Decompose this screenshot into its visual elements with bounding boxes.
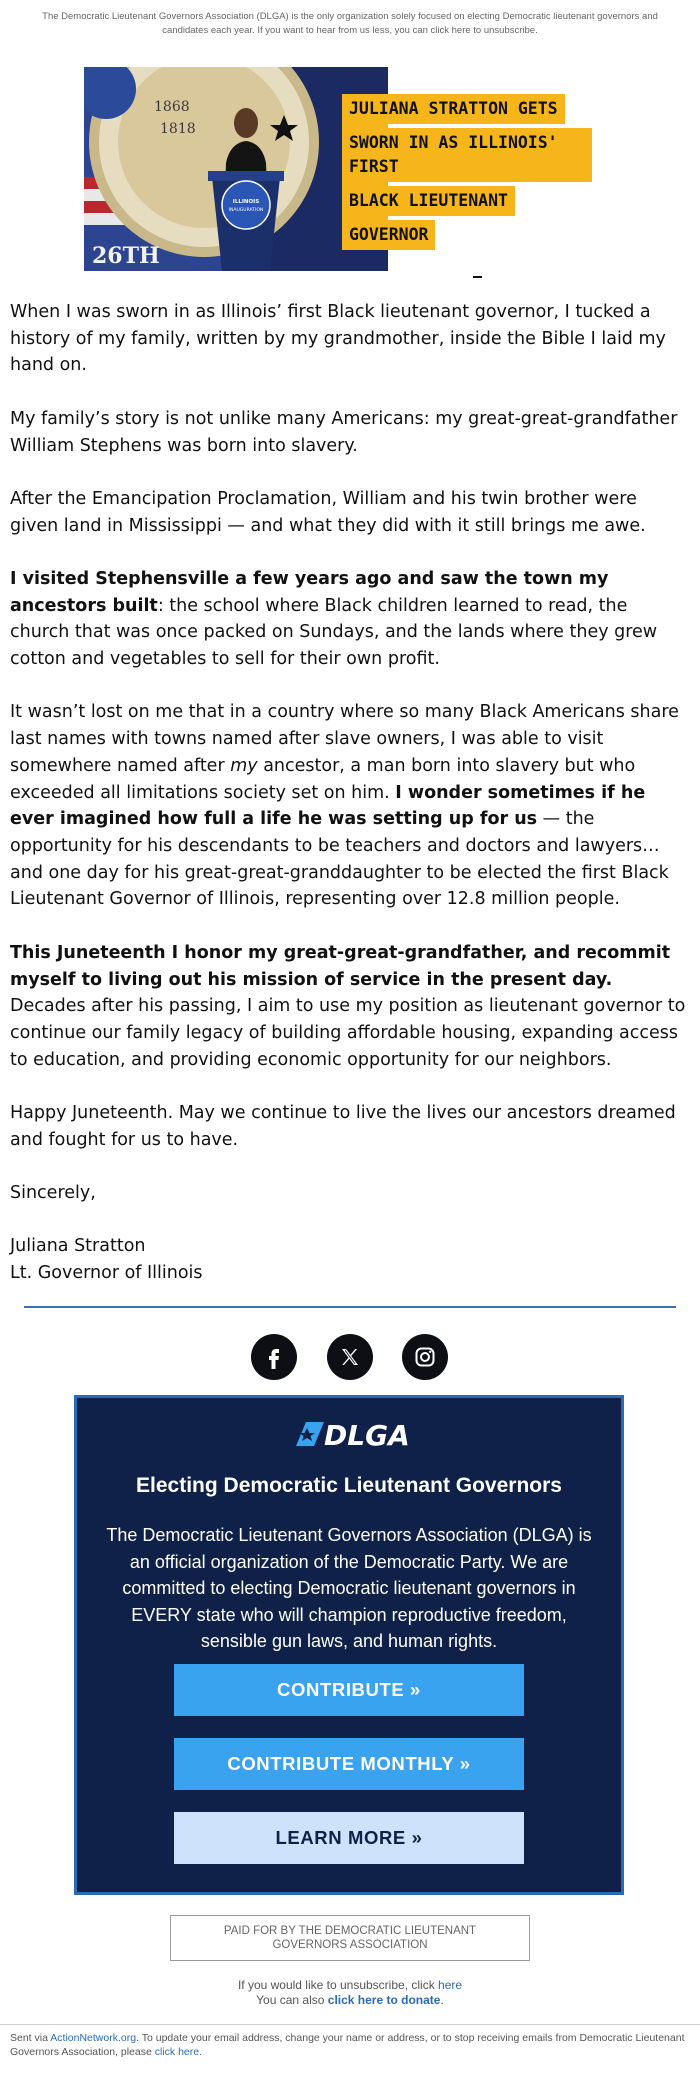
seal-year-2: 1818 [160,121,196,137]
letter-text: : the school where Black children learned to read, the church that was once packed on Sundays, and the lands where they grew cotton and vegetables to sell for their own profit. [10,595,658,670]
letter-italic: my [230,755,258,776]
hero-headline-line [342,220,435,250]
dlga-logo-text: DLGA [324,1419,410,1452]
signer-name: Juliana Stratton [10,1236,146,1257]
letter-emphasis: I visited Stephensville a few years ago and saw the town my ancestors built [10,568,609,616]
donate-text: You can also [256,1993,328,2007]
seal-bottom-text: 26TH [92,243,160,269]
donate-end: . [440,1993,444,2007]
unsubscribe-link[interactable]: here [438,1978,463,1992]
footer-end: . [199,2046,203,2058]
paid-for-disclaimer: PAID FOR BY THE DEMOCRATIC LIEUTENANT GOVERNORS ASSOCIATION [170,1915,530,1961]
contribute-button[interactable]: CONTRIBUTE » [174,1664,524,1716]
footer-text [10,2031,690,2059]
learn-more-button[interactable]: LEARN MORE » [174,1812,524,1864]
hero-headline-line [342,186,515,216]
letter-emphasis: I wonder sometimes if he ever imagined how full a life he was setting up for us [10,782,646,830]
hero-headline-text: GOVERNOR [349,225,429,244]
hero-headline-text: SWORN IN AS ILLINOIS' FIRST [349,133,558,176]
instagram-icon[interactable] [402,1334,448,1380]
letter-body [10,299,690,1287]
donate-link[interactable]: click here to donate [327,1993,441,2007]
podium-sign-line-2: INAUGURATION [228,208,264,213]
footer-click-here-link[interactable]: click here [154,2046,200,2058]
hero-caption-dash [473,276,482,278]
promo-heading: Electing Democratic Lieutenant Governors [136,1474,562,1497]
letter-text: It wasn’t lost on me that in a country where so many Black Americans share last names with towns named after slave owners, I was able to visit somewhere named after [10,702,679,776]
footer-body: . To update your email address, change your name or address, or to stop receiving emails from Democratic Lieutenant Governors Association, please [10,2032,685,2058]
contribute-monthly-button[interactable]: CONTRIBUTE MONTHLY » [174,1738,524,1790]
unsubscribe-line [0,1978,700,1993]
actionnetwork-link[interactable]: ActionNetwork.org [50,2032,137,2044]
letter-paragraph: When I was sworn in as Illinois’ first Black lieutenant governor, I tucked a history of my family, written by my grandmother, inside the Bible I laid my hand on. [10,302,666,376]
dlga-logo [294,1416,410,1452]
podium-sign-line-1: ILLINOIS [232,199,260,205]
unsubscribe-text: If you would like to unsubscribe, click [237,1978,439,1992]
dlga-promo-box [74,1395,624,1895]
letter-paragraph: Happy Juneteenth. May we continue to live the lives our ancestors dreamed and fought for us to have. [10,1103,676,1150]
letter-emphasis: This Juneteenth I honor my great-great-grandfather, and recommit myself to living out his mission of service in the present day. [10,942,671,990]
letter-paragraph: After the Emancipation Proclamation, William and his twin brother were given land in Mississippi — and what they did with it still brings me awe. [10,488,646,536]
letter-paragraph: My family’s story is not unlike many Americans: my great-great-grandfather William Stephens was born into slavery. [10,408,678,456]
donate-line [0,1993,700,2008]
letter-text: Decades after his passing, I aim to use my position as lieutenant governor to continue our family legacy of building affordable housing, expanding access to education, and providing economic opportunity for our neighbors. [10,996,686,1070]
hero-headline-text: BLACK LIEUTENANT [349,191,508,210]
letter-text: ancestor, a man born into slavery but who exceeded all limitations society set on him. [10,755,636,803]
footer-divider [0,2024,700,2025]
letter-text: — the opportunity for his descendants to be teachers and doctors and lawyers…and one day for his great-great-granddaughter to be elected the first Black Lieutenant Governor of Illinois, representing over 12.8 million people. [10,809,669,910]
hero-headline [342,94,592,250]
promo-description: The Democratic Lieutenant Governors Association (DLGA) is an official organization of the Democratic Party. We are committed to electing Democratic lieutenant governors in EVERY state who will champion reproductive freedom, sensible gun laws, and human rights. [106,1525,592,1651]
footer-sent-via: Sent via [10,2032,51,2044]
hero-headline-line [342,94,565,124]
seal-year-1: 1868 [154,99,190,115]
section-divider [24,1306,676,1308]
facebook-icon[interactable] [251,1334,297,1380]
letter-paragraph [10,566,690,673]
x-icon[interactable] [327,1334,373,1380]
hero-headline-text: JULIANA STRATTON GETS [349,99,558,118]
unsubscribe-block [0,1978,700,2008]
letter-paragraph [10,940,690,1074]
hero-headline-line [342,128,592,182]
signer-title: Lt. Governor of Illinois [10,1263,203,1284]
letter-paragraph [10,699,690,913]
preheader-text: The Democratic Lieutenant Governors Association (DLGA) is the only organization solely focused on electing Democratic lieutenant governors and candidates each year. If you want to hear from us less, you can click here to unsubscribe. [42,11,658,36]
letter-closing: Sincerely, [10,1183,96,1204]
